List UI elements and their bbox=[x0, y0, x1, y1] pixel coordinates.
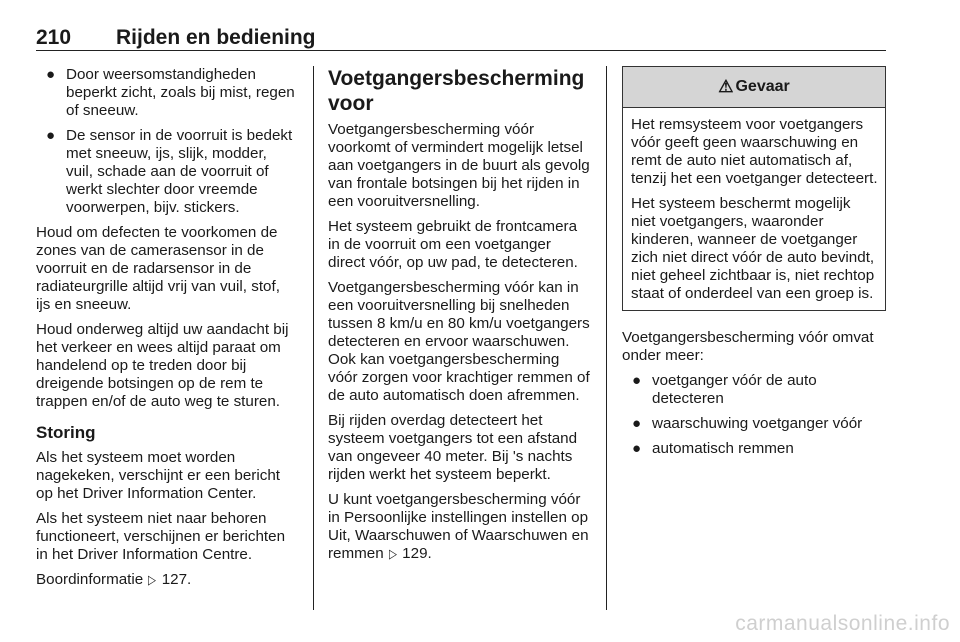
paragraph: Als het systeem niet naar behoren functioneert, verschijnen er berichten in het Driver Information Centre. bbox=[36, 510, 286, 563]
column-divider bbox=[606, 66, 607, 610]
column-1 bbox=[36, 66, 298, 596]
watermark: carmanualsonline.info bbox=[735, 612, 950, 635]
paragraph: Als het systeem moet worden nagekeken, verschijnt er een bericht op het Driver Information Center. bbox=[36, 449, 280, 502]
bullet-icon: ● bbox=[632, 372, 642, 389]
bullet-icon: ● bbox=[632, 415, 642, 432]
ref-link[interactable]: 129. bbox=[402, 545, 432, 562]
bullet-icon: ● bbox=[632, 440, 642, 457]
bullet-icon: ● bbox=[46, 127, 56, 144]
column-2 bbox=[328, 66, 592, 570]
paragraph bbox=[36, 571, 298, 589]
paragraph: Het systeem gebruikt de frontcamera in de voorruit om een voetganger direct vóór, op uw pad, te detecteren. bbox=[328, 218, 578, 271]
paragraph bbox=[328, 491, 592, 563]
list-item bbox=[36, 66, 298, 120]
paragraph: Voetgangersbescherming vóór voorkomt of vermindert mogelijk letsel aan voetgangers in de buurt als gevolg van frontale botsingen bij het rijden in een vooruitversnelling. bbox=[328, 121, 590, 210]
paragraph: Houd om defecten te voorkomen de zones van de camerasensor in de voorruit en de radarsensor in de radiateurgrille altijd vrij van vuil, stof, ijs en sneeuw. bbox=[36, 224, 280, 313]
list-item-text: automatisch remmen bbox=[652, 440, 794, 457]
ref-link[interactable]: 127. bbox=[161, 571, 192, 588]
warning-header bbox=[623, 67, 885, 108]
column-3 bbox=[622, 66, 886, 465]
warning-box bbox=[622, 66, 886, 311]
ref-label: U kunt voetgangersbescherming vóór in Persoonlijke instellingen instellen op Uit, Waarschuwen of Waarschuwen en remmen bbox=[328, 491, 589, 562]
list-item-text: De sensor in de voorruit is bedekt met sneeuw, ijs, slijk, modder, vuil, schade aan de voorruit of werkt slechter door vreemde voorwerpen, bijv. stickers. bbox=[66, 127, 293, 216]
header-rule bbox=[36, 50, 886, 51]
list-item bbox=[36, 127, 298, 217]
paragraph: Houd onderweg altijd uw aandacht bij het verkeer en wees altijd paraat om handelend op te treden door bij dreigende botsingen op de rem te trappen en/of de auto weg te sturen. bbox=[36, 321, 289, 410]
page-reference-icon: ▷ bbox=[148, 572, 157, 587]
paragraph: Voetgangersbescherming vóór omvat onder meer: bbox=[622, 329, 874, 364]
page-header bbox=[36, 26, 886, 50]
page-number: 210 bbox=[36, 26, 72, 49]
page-reference-icon: ▷ bbox=[388, 546, 397, 561]
paragraph: Het systeem beschermt mogelijk niet voetgangers, waaronder kinderen, wanneer de voetganger zich niet direct vóór de auto bevindt, niet geheel zichtbaar is, niet rechtop staat of onderdeel van een groep is. bbox=[631, 195, 875, 302]
paragraph: Bij rijden overdag detecteert het systeem voetgangers tot een afstand van ongeveer 40 meter. Bij 's nachts rijden werkt het systeem beperkt. bbox=[328, 412, 578, 483]
bullet-icon: ● bbox=[46, 66, 56, 83]
warning-body bbox=[623, 108, 885, 303]
list-item bbox=[622, 372, 886, 408]
column-divider bbox=[313, 66, 314, 610]
paragraph: Het remsysteem voor voetgangers vóór geeft geen waarschuwing en remt de auto niet automatisch af, tenzij het een voetganger detecteert. bbox=[631, 116, 878, 187]
list-item bbox=[622, 440, 886, 458]
warning-title: Gevaar bbox=[735, 78, 790, 95]
list-item-text: voetganger vóór de auto detecteren bbox=[652, 372, 817, 407]
section-title: Rijden en bediening bbox=[116, 26, 316, 49]
paragraph: Voetgangersbescherming vóór kan in een vooruitversnelling bij snelheden tussen 8 km/u en 80 km/u voetgangers detecteren en ervoor waarschuwen. Ook kan voetgangersbescherming vóór zorgen voor krachtiger remmen of de auto automatisch doen afremmen. bbox=[328, 279, 590, 404]
heading-storing: Storing bbox=[36, 423, 96, 442]
list-item bbox=[622, 415, 886, 433]
section-heading: Voetgangersbescherming voor bbox=[328, 67, 585, 115]
ref-label: Boordinformatie bbox=[36, 571, 144, 588]
list-item-text: Door weersomstandigheden beperkt zicht, zoals bij mist, regen of sneeuw. bbox=[66, 66, 295, 119]
list-item-text: waarschuwing voetganger vóór bbox=[652, 415, 863, 432]
warning-triangle-icon: ⚠ bbox=[718, 77, 734, 96]
